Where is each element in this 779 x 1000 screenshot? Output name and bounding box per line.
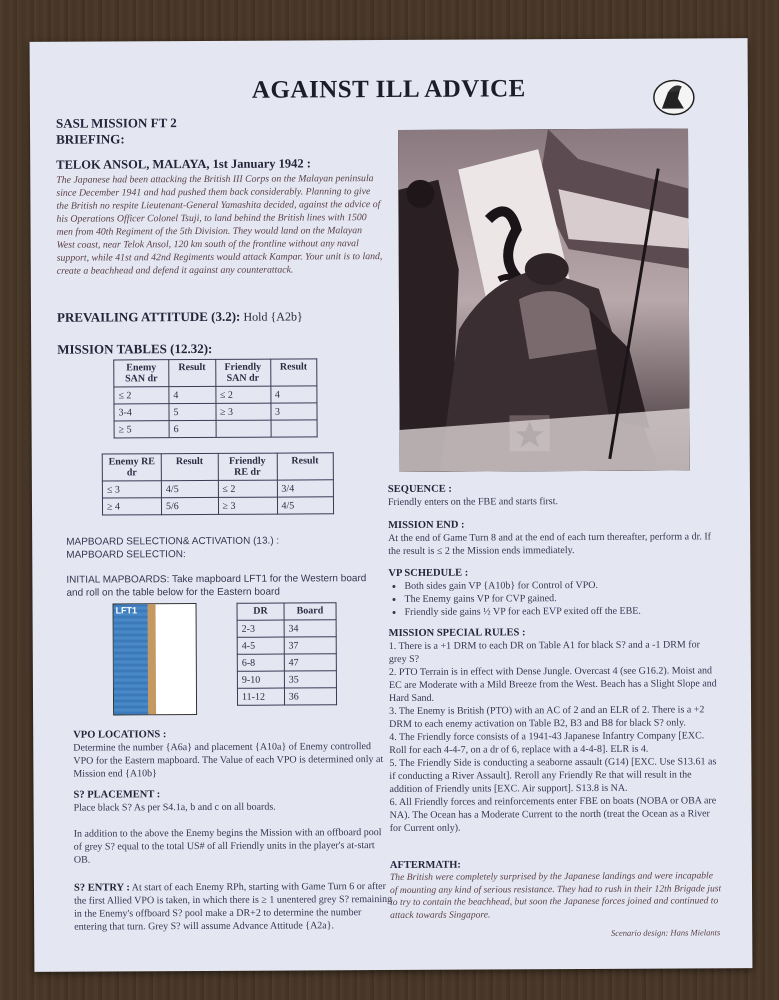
design-credit: Scenario design: Hans Mielants bbox=[610, 927, 721, 938]
mission-end-text: At the end of Game Turn 8 and at the end of each turn thereafter, perform a dr. If the result is ≤ 2 the Mission ends immediately. bbox=[388, 531, 712, 558]
soldier-logo-icon bbox=[652, 78, 696, 116]
briefing-text: The Japanese had been attacking the British III Corps on the Malayan peninsula since December 1941 and had pushed them back considerably. Planning to give the British no respite Lieutenant-General Yamashita decided, against the advice of his Operations Officer Colonel Tsuji, to land behind the British lines with 1500 men from 40th Regiment of the 5th Division. They would land on the Malayan West coast, near Telok Ansol, 120 km south of the frontline without any naval support, while 41st and 42nd Regiments would attack Kampar. Your unit is to land, create a beachhead and defend it against any counterattack. bbox=[56, 173, 383, 277]
msr-label: MISSION SPECIAL RULES : bbox=[388, 627, 526, 640]
re-cell: 5/6 bbox=[161, 497, 218, 514]
board-cell: 11-12 bbox=[237, 688, 284, 705]
prevailing-attitude bbox=[57, 308, 303, 325]
san-cell: ≥ 3 bbox=[215, 403, 270, 420]
aftermath-text: The British were completely surprised by the Japanese landings and were incapable of mounting any kind of serious resistance. They had to rush in their 12th Brigade just to try to contain the beachhead, but soon the Japanese forces joined and continued to attack towards Singapore. bbox=[389, 870, 722, 921]
msr-item: 2. PTO Terrain is in effect with Dense Jungle. Overcast 4 (see G16.2). Moist and EC are Moderate with a Mild Breeze from the West. Beach has a Slight Slope and Hard Sand. bbox=[388, 665, 717, 705]
msr-item: 1. There is a +1 DRM to each DR on Table A1 for black S? and a -1 DRM for grey S? bbox=[388, 639, 700, 666]
board-cell: 9-10 bbox=[237, 671, 284, 688]
san-cell: 3-4 bbox=[114, 404, 169, 421]
board-cell: 2-3 bbox=[237, 620, 284, 637]
san-cell bbox=[216, 420, 271, 437]
re-cell: ≤ 2 bbox=[218, 480, 277, 497]
re-header: Result bbox=[161, 453, 218, 480]
board-cell: 34 bbox=[284, 620, 336, 637]
msr-item: 4. The Friendly force consists of a 1941-43 Japanese Infantry Company [EXC. Roll for each 4-4-7, on a dr of 6, replace with a 4-4-8]. ELR is 4. bbox=[389, 730, 705, 757]
san-table bbox=[113, 358, 317, 438]
board-table bbox=[237, 602, 338, 706]
mapboard-selection: MAPBOARD SELECTION: bbox=[66, 549, 186, 561]
sequence-label: SEQUENCE : bbox=[387, 483, 452, 496]
location-heading: TELOK ANSOL, MALAYA, 1st January 1942 : bbox=[56, 156, 311, 172]
beach-strip bbox=[148, 604, 157, 714]
san-cell: 3 bbox=[270, 403, 317, 420]
re-table bbox=[102, 452, 334, 515]
msr-list bbox=[389, 638, 720, 835]
mission-sheet bbox=[30, 38, 753, 972]
vpo-text: Determine the number {A6a} and placement {A10a} of Enemy controlled VPO for the Eastern mapboard. The Value of each VPO is determined only at Mission end {A10b} bbox=[73, 741, 384, 780]
re-cell: 4/5 bbox=[277, 497, 334, 514]
s-entry-label: S? ENTRY : bbox=[73, 882, 130, 894]
msr-item: 6. All Friendly forces and reinforcements enter FBE on boats (NOBA or OBA are NA). The Ocean has a Moderate Current to the north (treat the Ocean as a River for Current only). bbox=[389, 795, 717, 835]
san-cell: ≥ 5 bbox=[114, 421, 169, 438]
san-cell: ≤ 2 bbox=[114, 387, 169, 404]
vp-schedule-list bbox=[388, 578, 722, 619]
s-placement-label: S? PLACEMENT : bbox=[73, 789, 161, 801]
aftermath-label: AFTERMATH: bbox=[389, 859, 461, 872]
vp-item: • The Enemy gains VP for CVP gained. bbox=[404, 591, 722, 606]
landing-troops-photo bbox=[398, 128, 690, 472]
board-cell: 37 bbox=[284, 637, 336, 654]
san-cell: 5 bbox=[169, 403, 216, 420]
mission-label: SASL MISSION FT 2 bbox=[55, 115, 177, 131]
board-cell: 4-5 bbox=[237, 637, 284, 654]
board-cell: 36 bbox=[284, 688, 336, 705]
re-header: Friendly RE dr bbox=[218, 453, 277, 480]
re-header: Result bbox=[277, 453, 334, 480]
san-cell: 4 bbox=[270, 386, 317, 403]
mission-end-label: MISSION END : bbox=[388, 519, 465, 532]
re-cell: ≥ 3 bbox=[218, 497, 277, 514]
ocean-area bbox=[114, 604, 151, 714]
msr-item: 5. The Friendly Side is conducting a seaborne assault (G14) [EXC. Use S13.61 as if conducting a River Assault]. Reroll any Friendly Re that will result in the addition of Friendly units [EXC. Air support]. S13.8 is NA. bbox=[389, 756, 717, 796]
san-cell: 4 bbox=[169, 386, 216, 403]
map-label: LFT1 bbox=[115, 605, 138, 616]
re-cell: ≤ 3 bbox=[102, 481, 161, 498]
vp-item: • Both sides gain VP {A10b} for Control of VPO. bbox=[404, 578, 722, 593]
san-header: Enemy SAN dr bbox=[114, 360, 169, 387]
initial-mapboards: INITIAL MAPBOARDS: Take mapboard LFT1 for the Western board and roll on the table below for the Eastern board bbox=[66, 573, 367, 599]
prevailing-label: PREVAILING ATTITUDE (3.2): bbox=[56, 308, 241, 325]
vp-item: • Friendly side gains ½ VP for each EVP exited off the EBE. bbox=[405, 604, 723, 619]
s-entry-text: At start of each Enemy RPh, starting with Game Turn 6 or after the first Allied VPO is taken, in which there is ≥ 1 unentered grey S? remaining in the Enemy's offboard S? pool make a DR+2 to determine the number entering that turn. Grey S? will assume Advance Attitude {A2a}. bbox=[74, 881, 393, 933]
board-cell: 6-8 bbox=[237, 654, 284, 671]
re-header: Enemy RE dr bbox=[102, 454, 161, 481]
san-header: Result bbox=[169, 359, 216, 386]
vpo-label: VPO LOCATIONS : bbox=[73, 729, 167, 741]
mapboard-selection-activation: MAPBOARD SELECTION& ACTIVATION (13.) : bbox=[66, 535, 280, 548]
san-cell: ≤ 2 bbox=[215, 386, 270, 403]
board-cell: 47 bbox=[284, 654, 336, 671]
mapboard-lft1-image bbox=[113, 603, 198, 715]
sequence-text: Friendly enters on the FBE and starts first. bbox=[387, 496, 558, 509]
board-cell: 35 bbox=[284, 671, 336, 688]
board-header: DR bbox=[237, 603, 284, 620]
san-header: Friendly SAN dr bbox=[215, 359, 270, 386]
san-header: Result bbox=[270, 359, 317, 386]
s-placement-text-2: In addition to the above the Enemy begins the Mission with an offboard pool of grey S? equal to the total US# of all Friendly units in the player's at-start OB. bbox=[73, 827, 382, 866]
san-cell: 6 bbox=[169, 420, 216, 437]
msr-item: 3. The Enemy is British (PTO) with an AC of 2 and an ELR of 2. There is a +2 DRM to each enemy activation on Table B2, B3 and B8 for black S? only. bbox=[389, 704, 705, 731]
vp-schedule-label: VP SCHEDULE : bbox=[388, 567, 469, 580]
san-cell bbox=[271, 420, 318, 437]
board-header: Board bbox=[284, 603, 336, 620]
re-cell: 4/5 bbox=[161, 480, 218, 497]
re-cell: ≥ 4 bbox=[102, 498, 161, 515]
s-entry bbox=[74, 880, 392, 934]
s-placement-text: Place black S? As per S4.1a, b and c on all boards. bbox=[73, 801, 276, 814]
prevailing-value: Hold {A2b} bbox=[243, 309, 303, 324]
mission-tables-label: MISSION TABLES (12.32): bbox=[57, 340, 213, 357]
mission-title: AGAINST ILL ADVICE bbox=[251, 75, 526, 104]
re-cell: 3/4 bbox=[277, 480, 334, 497]
briefing-label: BRIEFING: bbox=[56, 131, 125, 147]
